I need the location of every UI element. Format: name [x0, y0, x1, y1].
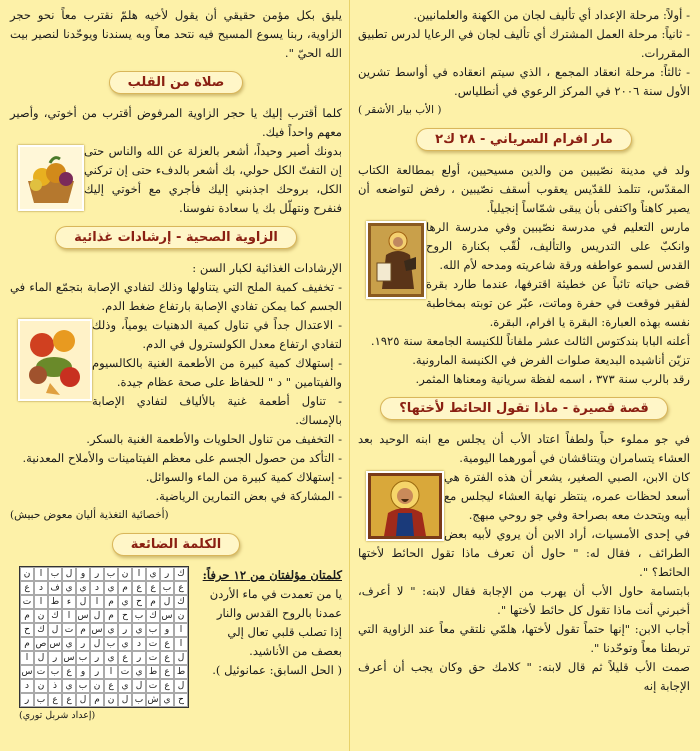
crossword-cell: ي	[118, 595, 132, 609]
crossword-grid	[19, 566, 189, 708]
crossword-cell: ت	[146, 637, 160, 651]
crossword-cell: ر	[132, 651, 146, 665]
crossword-cell: ي	[118, 637, 132, 651]
crossword-cell: ل	[34, 651, 48, 665]
crossword-cell: س	[49, 639, 61, 649]
crossword-clue-line: إذا تصلب قلبي تعال إلي	[227, 625, 342, 639]
crossword-cell: ص	[35, 639, 47, 649]
crossword-cell: ن	[34, 679, 48, 693]
crossword-cell: ل	[160, 595, 174, 609]
crossword-cell: ن	[90, 679, 104, 693]
crossword-cell: م	[90, 693, 104, 707]
story-paragraph: أجاب الابن: "إنها حتماً تقول لأختها، هلمّي نلتقي معاً عند الزاوية التي تربطنا معاً وتوحّدنا ".	[358, 622, 690, 655]
story-paragraph: صمت الأب قليلاً ثم قال لابنه: " كلامك حق وكان يجب أن أعرف الإجابة إنه	[358, 660, 690, 693]
health-item: - التأكد من حصول الجسم على معظم الفيتامينات والأملاح المعدنية.	[22, 451, 342, 465]
story-paragraph: في إحدى الأمسيات، أراد الابن أن يروي لأبيه بعض الطرائف ، فقال له: " حاول أن تعرف ماذا تقول الحائط لأختها الحائط؟ ".	[358, 527, 690, 579]
crossword-cell: ي	[62, 581, 76, 595]
story-heading: قصة قصيرة - ماذا تقول الحائط لأختها؟	[380, 397, 668, 420]
crossword-cell: ع	[132, 581, 146, 595]
saint-paragraph: تزيّن أناشيده البديعة صلوات الفرض في الكنيسة المارونية.	[412, 353, 690, 367]
crossword-cell: ن	[34, 609, 48, 623]
crossword-cell: س	[161, 611, 173, 621]
crossword-cell: ع	[160, 637, 174, 651]
health-intro: الإرشادات الغذائية لكبار السن :	[192, 261, 342, 275]
crossword-cell: ن	[20, 567, 34, 581]
crossword-cell: ط	[146, 665, 160, 679]
crossword-cell: س	[91, 625, 103, 635]
crossword-cell: د	[132, 637, 146, 651]
crossword-cell: ا	[62, 609, 76, 623]
crossword-cell: م	[104, 609, 118, 623]
crossword-clue-line: يا من تعمدت في ماء الأردن	[209, 587, 342, 601]
crossword-cell: ف	[48, 581, 62, 595]
crossword-cell: ت	[20, 595, 34, 609]
health-heading: الزاوية الصحية - إرشادات غذائية	[55, 226, 297, 249]
crossword-cell: ك	[174, 595, 188, 609]
crossword-cell: ت	[118, 665, 132, 679]
crossword-clues	[197, 566, 342, 721]
crossword-cell: ط	[48, 595, 62, 609]
vegetables-image	[18, 319, 92, 401]
crossword-cell: ي	[62, 679, 76, 693]
crossword-cell: ك	[146, 609, 160, 623]
crossword-cell: ع	[160, 651, 174, 665]
crossword-cell: ب	[132, 693, 146, 707]
health-section	[10, 259, 342, 525]
crossword-cell: ب	[104, 567, 118, 581]
crossword-cell: ع	[160, 679, 174, 693]
saint-ephrem-icon-image	[366, 221, 426, 299]
crossword-cell: ل	[76, 693, 90, 707]
intro-list	[358, 6, 690, 120]
crossword-cell: ل	[48, 623, 62, 637]
crossword-cell: ك	[174, 567, 188, 581]
christ-icon-image	[366, 471, 444, 541]
saint-paragraph: رقد بالرب سنة ٣٧٣ ، اسمه لفظة سريانية ومعناها المثمر.	[415, 372, 690, 386]
crossword-cell: س	[77, 611, 89, 621]
crossword-cell: ع	[104, 679, 118, 693]
saint-paragraph: أعلنه البابا بندكتوس الثالث عشر ملفاناً للكنيسة الجامعة سنة ١٩٢٥.	[370, 334, 690, 348]
crossword-cell: ر	[118, 623, 132, 637]
crossword-clue-line: بعصف من الأناشيد.	[249, 644, 342, 658]
crossword-cell: ل	[118, 693, 132, 707]
health-item: - تناول أطعمة غنية بالألياف لتفادي الإصابة بالإمساك.	[92, 394, 342, 427]
prayer-heading: صلاة من القلب	[109, 71, 244, 94]
crossword-cell: ر	[48, 651, 62, 665]
health-signature: (أخصائية التغذية أليان معوض حبيش)	[10, 509, 169, 521]
crossword-cell: ب	[76, 679, 90, 693]
crossword-cell: ل	[62, 567, 76, 581]
crossword-cell: ع	[48, 693, 62, 707]
health-item: - تخفيف كمية الملح التي يتناولها وذلك لتفادي الإصابة بتجمّع الماء في الجسم كما يمكن تفادي الإصابة بارتفاع ضغط الدم.	[10, 280, 342, 313]
fruit-basket-image	[18, 145, 84, 211]
crossword-cell: س	[63, 653, 75, 663]
crossword-cell: ي	[132, 623, 146, 637]
crossword-cell: ا	[34, 595, 48, 609]
intro-paragraph: يليق بكل مؤمن حقيقي أن يقول لأخيه هلمّ نقترب معاً نحو حجر الزاوية، ربنا يسوع المسيح فيه نتحد معاً وبه يسندنا ويوحّدنا لنصير بيت الله الحيّ ".	[10, 8, 342, 60]
crossword-cell: ت	[146, 651, 160, 665]
saint-paragraph: ولد في مدينة نصّيبين من والدين مسيحيين، أولع بمطالعة الكتاب المقدّس، تتلمذ للقدّيس يعقوب أسقف نصّيبين ، رفض لتواضعه أن يصير كاهناً واكتفى بأن يبقى شمّاساً إنجيلياً.	[358, 163, 690, 215]
crossword-cell: ب	[132, 609, 146, 623]
crossword-cell: ع	[20, 581, 34, 595]
crossword-cell: ا	[174, 623, 188, 637]
crossword-cell: ت	[34, 665, 48, 679]
crossword-heading: الكلمة الضائعة	[112, 533, 240, 556]
crossword-cell: ي	[76, 581, 90, 595]
crossword-cell: ر	[90, 651, 104, 665]
crossword-section	[10, 566, 342, 721]
prayer-section	[10, 104, 342, 218]
crossword-cell: ع	[146, 581, 160, 595]
crossword-cell: ن	[174, 609, 188, 623]
saint-heading: مار افرام السرياني - ٢٨ ك٢	[416, 128, 632, 151]
crossword-cell: ذ	[48, 679, 62, 693]
crossword-cell: ل	[76, 595, 90, 609]
crossword-cell: ح	[118, 609, 132, 623]
crossword-title: كلمتان مؤلفتان من ١٢ حرفاً:	[202, 568, 342, 582]
crossword-cell: ا	[90, 595, 104, 609]
crossword-cell: ش	[147, 695, 159, 705]
saint-section	[358, 161, 690, 389]
crossword-cell: د	[20, 679, 34, 693]
crossword-cell: ي	[104, 651, 118, 665]
crossword-cell: ن	[118, 567, 132, 581]
crossword-cell: و	[76, 665, 90, 679]
prayer-paragraph: بدونك أصير وحيداً، أشعر بالعزلة عن الله والناس حتى إن التفتّ الكل حولي، بك أشعر بالدفء حتى إن تركني الكل، بروحك اجذبني إليك فأجري مع أخوتي إليك فنفرح ونتهلّل بك يا سعادة نفوسنا.	[84, 144, 342, 215]
health-item: - الاعتدال جداً في تناول كمية الدهنيات يومياً، وذلك لتفادي ارتفاع معدل الكولسترول في الدم.	[92, 318, 342, 351]
health-item: - إستهلاك كمية كبيرة من الماء والسوائل.	[145, 470, 342, 484]
saint-paragraph: مارس التعليم في مدرسة نصّيبين وفي مدرسة الرها وانكبّ على التدريس والتأليف، لُقّب بكنارة الروح القدس لسمو عواطفه ورقة شاعريته ومدحه لأم الله.	[426, 220, 690, 272]
crossword-cell: ع	[174, 581, 188, 595]
crossword-cell: د	[90, 581, 104, 595]
crossword-cell: ا	[174, 637, 188, 651]
crossword-cell: ي	[146, 567, 160, 581]
crossword-cell: ر	[160, 567, 174, 581]
crossword-cell: ح	[132, 595, 146, 609]
crossword-cell: ء	[62, 595, 76, 609]
intro-item: - ثانياً: مرحلة العمل المشترك أي تأليف لجان في الرعايا لدرس تطبيق المقررات.	[358, 27, 690, 60]
crossword-cell: ك	[48, 609, 62, 623]
crossword-cell: م	[20, 637, 34, 651]
crossword-cell: ي	[132, 665, 146, 679]
crossword-cell: ب	[146, 623, 160, 637]
crossword-cell: ي	[104, 581, 118, 595]
intro-item: - ثالثاً: مرحلة انعقاد المجمع ، الذي سيتم انعقاده في أواسط تشرين الأول سنة ٢٠٠٦ في المركز الرعوي في أنطلياس.	[358, 65, 690, 98]
crossword-cell: ب	[104, 637, 118, 651]
crossword-clue-line: عمدنا بالروح القدس والنار	[216, 606, 342, 620]
crossword-cell: ل	[174, 651, 188, 665]
crossword-cell: د	[34, 581, 48, 595]
crossword-cell: ا	[104, 665, 118, 679]
story-paragraph: في جو مملوء حباً ولطفاً اعتاد الأب أن يجلس مع ابنه الوحيد بعد العشاء يتسامران ويتناقشان في أمورهما اليومية.	[358, 432, 690, 465]
crossword-cell: ر	[20, 693, 34, 707]
crossword-cell: ي	[118, 679, 132, 693]
crossword-cell: ل	[174, 679, 188, 693]
crossword-cell: ع	[118, 651, 132, 665]
crossword-cell: ك	[34, 623, 48, 637]
crossword-cell: ل	[90, 637, 104, 651]
crossword-cell: ر	[90, 665, 104, 679]
crossword-cell: ا	[34, 567, 48, 581]
crossword-cell: س	[21, 667, 33, 677]
crossword-cell: ر	[76, 637, 90, 651]
crossword-cell: ح	[20, 623, 34, 637]
prayer-paragraph: كلما أقترب إليك يا حجر الزاوية المرفوض أقترب من أخوتي، وأصير معهم واحداً فيك.	[10, 106, 342, 139]
crossword-cell: ت	[62, 623, 76, 637]
crossword-cell: ع	[62, 693, 76, 707]
crossword-cell: و	[76, 567, 90, 581]
health-item: - إستهلاك كمية كبيرة من الأطعمة الغنية بالكالسيوم والفيتامين " د " للحفاظ على صحة عظام جيدة.	[92, 356, 342, 389]
crossword-cell: م	[146, 595, 160, 609]
crossword-cell: و	[160, 623, 174, 637]
crossword-cell: م	[104, 595, 118, 609]
crossword-credit: (إعداد شربل توري)	[19, 710, 96, 721]
intro-signature: ( الأب بيار الأشقر )	[358, 104, 442, 116]
crossword-cell: ح	[174, 693, 188, 707]
crossword-cell: ن	[104, 693, 118, 707]
crossword-cell: ي	[62, 637, 76, 651]
story-paragraph: كان الابن، الصبي الصغير، يشعر أن هذه الفترة هي أسعد لحظات عمره، ينتظر نهاية العشاء ليجلس مع أبيه ويتحدث معه بصراحة وفي جو روحي مبهج.	[444, 470, 690, 522]
crossword-cell: ا	[20, 651, 34, 665]
story-section	[358, 430, 690, 696]
crossword-cell: ب	[34, 693, 48, 707]
intro-item: - أولاً: مرحلة الإعداد أي تأليف لجان من الكهنة والعلمانيين.	[413, 8, 690, 22]
crossword-cell: ت	[146, 679, 160, 693]
crossword-cell: ي	[160, 693, 174, 707]
health-item: - المشاركة في بعض التمارين الرياضية.	[155, 489, 342, 503]
crossword-cell: ر	[90, 567, 104, 581]
crossword-cell: ب	[160, 581, 174, 595]
crossword-cell: ع	[160, 665, 174, 679]
crossword-cell: ع	[62, 665, 76, 679]
crossword-cell: م	[76, 623, 90, 637]
crossword-previous-answer: ( الحل السابق: عمانوئيل ).	[212, 663, 342, 677]
saint-paragraph: قضى حياته تائباً عن خطيئة اقترفها، عندما طارد بقرة لفقير فوقعت في حفرة وماتت، عبّر عن توبته بمخاطبة نفسه بهذه العبارة: البقرة يا افرام، البقرة.	[426, 277, 690, 329]
story-paragraph: بابتسامة حاول الأب أن يهرب من الإجابة فقال لابنه: " لا أعرف، أخبرني أنت ماذا تقول كل حائط لأختها ".	[358, 584, 690, 617]
crossword-cell: ل	[90, 609, 104, 623]
right-column	[350, 0, 700, 751]
crossword-cell: ب	[48, 567, 62, 581]
crossword-cell: ب	[76, 651, 90, 665]
crossword-cell: ط	[174, 665, 188, 679]
crossword-cell: ب	[48, 665, 62, 679]
crossword-cell: م	[20, 609, 34, 623]
health-item: - التخفيف من تناول الحلويات والأطعمة الغنية بالسكر.	[86, 432, 342, 446]
crossword-cell: ي	[104, 623, 118, 637]
crossword-cell: ا	[132, 567, 146, 581]
crossword-cell: م	[118, 581, 132, 595]
crossword-cell: ل	[132, 679, 146, 693]
